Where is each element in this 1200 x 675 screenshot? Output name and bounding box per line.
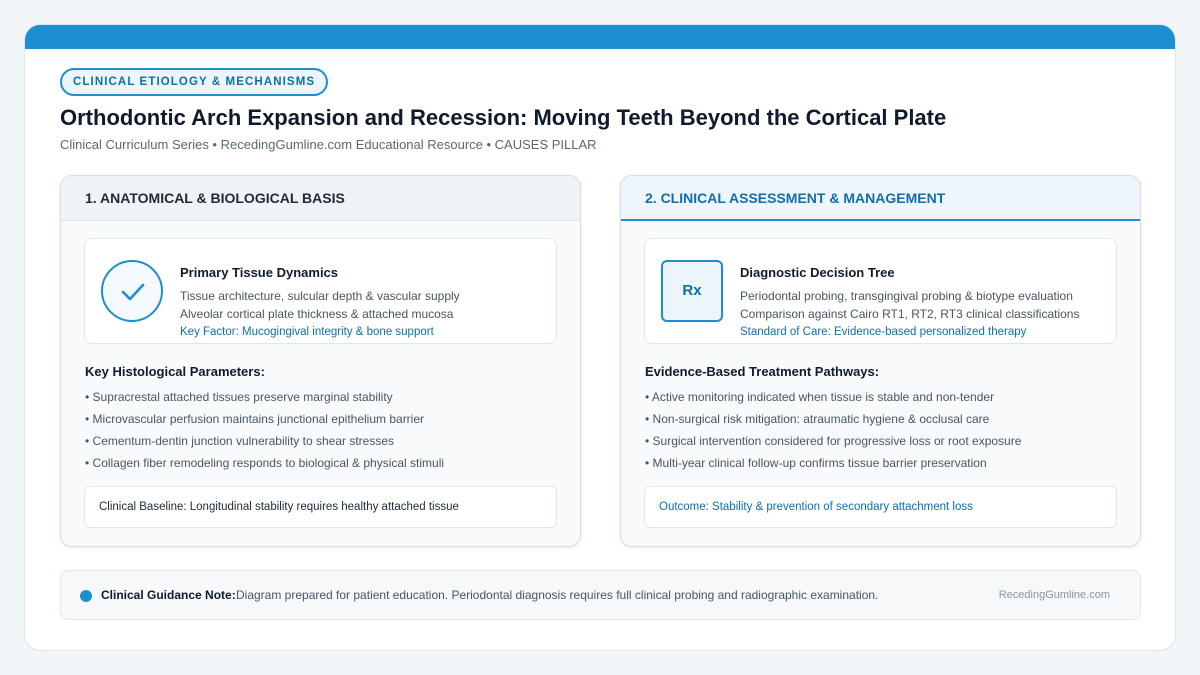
bullet-dot-icon (80, 590, 92, 602)
anatomical-basis-panel (60, 175, 581, 547)
section-title: Evidence-Based Treatment Pathways: (645, 364, 880, 379)
category-badge: CLINICAL ETIOLOGY & MECHANISMS (60, 68, 328, 96)
list-item: • Supracrestal attached tissues preserve marginal stability (85, 390, 393, 404)
card-line: Tissue architecture, sulcular depth & vascular supply (180, 289, 460, 303)
card-title: Primary Tissue Dynamics (180, 265, 339, 280)
rx-icon: Rx (661, 260, 723, 322)
note-text: Diagram prepared for patient education. Periodontal diagnosis requires full clinical probing and radiographic examination. (236, 588, 879, 602)
histological-parameters-list (85, 386, 444, 474)
check-icon (101, 260, 163, 322)
section-title: Key Histological Parameters: (85, 364, 265, 379)
note-label: Clinical Guidance Note: (101, 588, 236, 602)
card-title: Diagnostic Decision Tree (740, 265, 895, 280)
site-credit: RecedingGumline.com (998, 589, 1110, 601)
list-item: • Cementum-dentin junction vulnerability to shear stresses (85, 434, 395, 448)
panel-header: 1. ANATOMICAL & BIOLOGICAL BASIS (61, 176, 580, 221)
infographic-card (24, 24, 1176, 651)
treatment-pathways-list (645, 386, 1021, 474)
page-subtitle: Clinical Curriculum Series • RecedingGumline.com Educational Resource • CAUSES PILLAR (60, 137, 597, 152)
key-factor-text: Key Factor: Mucogingival integrity & bone support (180, 326, 434, 338)
guidance-note (60, 570, 1141, 620)
clinical-baseline-box: Clinical Baseline: Longitudinal stability requires healthy attached tissue (84, 486, 557, 528)
card-line: Alveolar cortical plate thickness & attached mucosa (180, 307, 454, 321)
tissue-dynamics-card (84, 238, 557, 344)
list-item: • Non-surgical risk mitigation: atraumatic hygiene & occlusal care (645, 412, 990, 426)
card-line: Comparison against Cairo RT1, RT2, RT3 clinical classifications (740, 307, 1080, 321)
clinical-assessment-panel (620, 175, 1141, 547)
outcome-box: Outcome: Stability & prevention of secondary attachment loss (644, 486, 1117, 528)
page-title: Orthodontic Arch Expansion and Recession: Moving Teeth Beyond the Cortical Plate (60, 105, 947, 130)
panel-header: 2. CLINICAL ASSESSMENT & MANAGEMENT (621, 176, 1140, 221)
card-line: Periodontal probing, transgingival probing & biotype evaluation (740, 289, 1073, 303)
list-item: • Multi-year clinical follow-up confirms tissue barrier preservation (645, 456, 987, 470)
list-item: • Microvascular perfusion maintains junctional epithelium barrier (85, 412, 425, 426)
list-item: • Collagen fiber remodeling responds to biological & physical stimuli (85, 456, 445, 470)
list-item: • Active monitoring indicated when tissue is stable and non-tender (645, 390, 995, 404)
list-item: • Surgical intervention considered for progressive loss or root exposure (645, 434, 1022, 448)
decision-tree-card (644, 238, 1117, 344)
standard-of-care-text: Standard of Care: Evidence-based personalized therapy (740, 326, 1027, 338)
top-accent-bar (25, 25, 1175, 49)
